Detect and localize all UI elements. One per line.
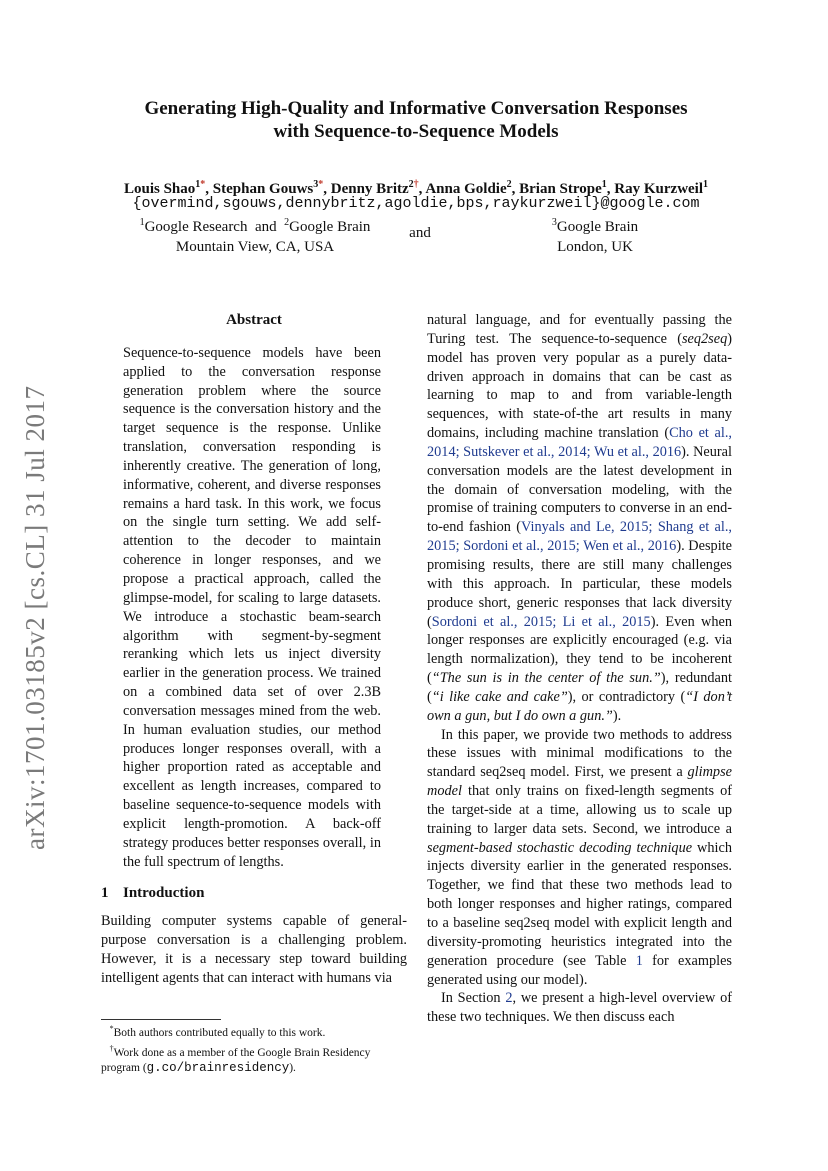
text-run: In Section	[441, 990, 506, 1007]
footnote-1	[101, 1021, 407, 1041]
author-list: Louis Shao$^{1*}$, Stephan Gouws$^{3*}$, Denny Britz$^{2\dagger}$, Anna Goldie$^2$, Brian Strope$^1$, Ray Kurzweil$^1$	[123, 179, 709, 197]
author-affil-sup	[409, 179, 419, 190]
text-run: In this paper, we provide two methods to address these issues with minimal modifications to the standard seq2seq model. First, we present a	[427, 726, 732, 781]
intro-paragraph-2	[427, 726, 732, 990]
title-line-2: with Sequence-to-Sequence Models	[273, 121, 559, 142]
title-line-1: Generating High-Quality and Informative Conversation Responses	[144, 98, 688, 119]
term-seq2seq: seq2seq	[681, 330, 728, 347]
text-run: that only trains on fixed-length segments of the target-side at a time, allowing us to scale up training to larger data sets. Second, we introduce a	[427, 783, 732, 837]
text-run: which injects diversity earlier in the generated responses. Together, we find that these two methods lead to both longer responses and higher ratings, compared to a baseline seq2seq model with explicit length and diversity-promoting heuristics integrated into the generation procedure (see Table	[427, 839, 732, 969]
table-reference-link[interactable]: 1	[635, 952, 643, 969]
section-reference-link[interactable]: 2	[505, 990, 513, 1007]
footnote-mark: *	[109, 1024, 114, 1033]
example-quote: “The sun is in the center of the sun.”	[431, 670, 661, 687]
footnote-mark: †	[109, 1043, 114, 1053]
affil-org-1: Google Research	[144, 219, 248, 235]
affil-number: 3	[313, 179, 319, 190]
affil-number: 1	[703, 179, 709, 190]
affiliation-right	[480, 213, 710, 257]
example-quote: “i like cake and cake”	[431, 688, 568, 705]
affil-number: 1	[195, 179, 201, 190]
citation-link[interactable]: Cho et al., 2014; Sutskever et al., 2014; Wu et al., 2016	[427, 425, 732, 460]
text-run: ). Neural conversation models are the latest development in the domain of conversation modeling, with the promise of training computers to converse in an end-to-end fashion (	[427, 443, 732, 536]
author-affil-sup	[703, 179, 708, 190]
affiliation-left	[120, 213, 390, 257]
author-affil-sup	[507, 179, 512, 190]
text-run: , we present a high-level overview of these two techniques. We then discuss each	[427, 990, 732, 1026]
example-quote: “I don’t own a gun, but I do own a gun.”	[427, 688, 732, 724]
text-run: for examples generated using our model).	[427, 952, 732, 988]
footnote-text: Work done as a member of the Google Brain Residency program (	[101, 1046, 371, 1074]
text-run: natural language, and for eventually passing the Turing test. The sequence-to-sequence (	[427, 312, 732, 347]
affil-location-right: London, UK	[557, 239, 633, 255]
affil-sup-1: 1	[139, 217, 145, 228]
footnote-divider	[101, 1019, 221, 1020]
section-heading-introduction	[101, 884, 407, 903]
intro-paragraph-3	[427, 989, 732, 1027]
author-name-text: Brian Strope	[519, 181, 602, 197]
text-run: ), or contradictory (	[567, 688, 686, 705]
author-affil-sup	[602, 179, 607, 190]
left-column	[101, 311, 407, 988]
footnote-text-end: ).	[289, 1061, 296, 1074]
author-footnote-mark[interactable]: †	[413, 179, 419, 190]
affil-location-left: Mountain View, CA, USA	[175, 239, 335, 255]
affil-sup-3: 3	[551, 217, 557, 228]
author-footnote-mark[interactable]: *	[200, 179, 206, 190]
affil-and-inline: and	[254, 219, 277, 235]
text-run: ).	[612, 707, 622, 724]
text-run: ) model has proven very popular as a purely data-driven approach in domains that can be cast as learning to map to and from variable-length sequences, with state-of-the art results in many domains, including machine translation (	[427, 330, 732, 442]
affil-number: 2	[506, 179, 512, 190]
citation-link[interactable]: Vinyals and Le, 2015; Shang et al., 2015; Sordoni et al., 2015; Wen et al., 2016	[427, 519, 732, 555]
abstract-heading: Abstract	[226, 312, 282, 328]
affiliation-and: and	[409, 225, 431, 241]
author-name-text: Ray Kurzweil	[614, 181, 704, 197]
footnote-2	[101, 1041, 407, 1076]
text-run: ), redundant (	[427, 670, 733, 705]
author-footnote-mark[interactable]: *	[318, 179, 324, 190]
affil-org-3: Google Brain	[556, 219, 639, 235]
affil-number: 2	[408, 179, 414, 190]
abstract-body: Sequence-to-sequence models have been applied to the conversation response generation problem where the source sequence is the conversation history and the target sequence is the response. Unlike translation, conversation responding is inherently creative. The generation of long, informative, coherent, and diverse responses remains a hard task. In this work, we focus on the single turn setting. We add self-attention to the decoder to maintain coherence in longer responses, and we propose a practical approach, called the glimpse-model, for scaling to large datasets. We introduce a stochastic beam-search algorithm with segment-by-segment reranking which lets us inject diversity earlier in the generation process. We trained on a combined data set of over 2.3B conversation messages mined from the web. In human evaluation studies, our method produces longer responses overall, with a higher proportion rated as acceptable and excellent as length increases, compared to baseline sequence-to-sequence models with explicit length-promotion. A back-off strategy produces better responses overall, in the full spectrum of lengths.	[123, 344, 381, 870]
author-affil-sup	[313, 179, 323, 190]
affil-org-2: Google Brain	[289, 219, 371, 235]
author-name-text: Anna Goldie	[425, 181, 507, 197]
author-name-text: Louis Shao	[123, 181, 196, 197]
author-emails: {overmind,sgouws,dennybritz,agoldie,bps,raykurzweil}@google.com	[132, 195, 700, 212]
paper-title	[100, 97, 732, 143]
footnote-link[interactable]: g.co/brainresidency	[146, 1060, 290, 1075]
author-name-text: Stephan Gouws	[212, 181, 314, 197]
right-column	[427, 311, 732, 1027]
section-number: 1	[101, 885, 109, 902]
author-affil-sup	[195, 179, 205, 190]
arxiv-identifier-stamp: arXiv:1701.03185v2 [cs.CL] 31 Jul 2017	[20, 385, 50, 850]
text-run: ). Despite promising results, there are still many challenges with this approach. In particular, these models produce short, generic responses that lack diversity (	[427, 538, 732, 630]
affil-sup-2: 2	[284, 217, 290, 228]
affil-number: 1	[601, 179, 607, 190]
footnotes	[101, 1021, 407, 1076]
footnote-text: Both authors contributed equally to this work.	[113, 1026, 326, 1039]
intro-paragraph-1: Building computer systems capable of general-purpose conversation is a challenging problem. However, it is a necessary step toward building intelligent agents that can interact with humans via	[101, 913, 407, 986]
author-name-text: Denny Britz	[330, 181, 409, 197]
term-decoding-technique: segment-based stochastic decoding technique	[427, 839, 693, 856]
section-title: Introduction	[123, 885, 205, 902]
text-run: ). Even when longer responses are explicitly encouraged (e.g. via length normalization), they tend to be incoherent (	[427, 613, 732, 687]
citation-link[interactable]: Sordoni et al., 2015; Li et al., 2015	[431, 613, 651, 630]
intro-paragraph-continued	[427, 311, 732, 726]
term-glimpse-model: glimpse model	[427, 764, 732, 800]
